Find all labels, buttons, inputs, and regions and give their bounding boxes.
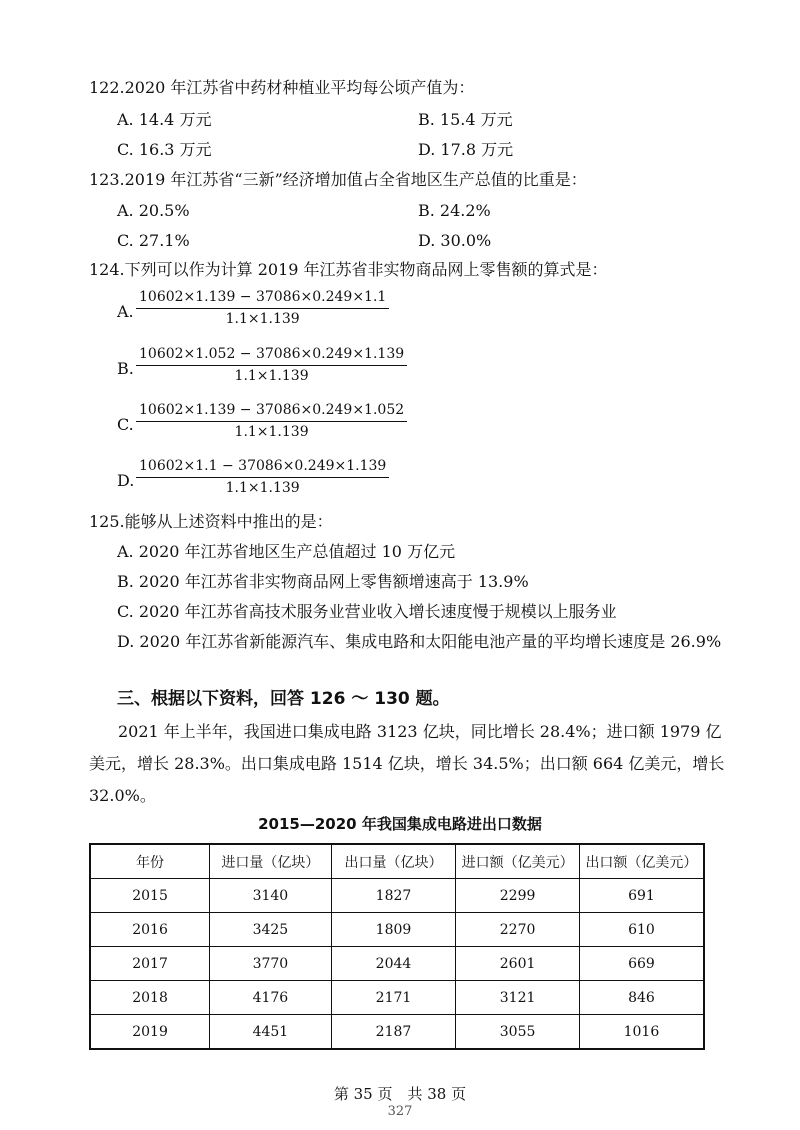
table-cell: 691 [579, 879, 704, 913]
q122-option-c: C. 16.3 万元 [117, 140, 212, 159]
q124-option-a-fraction [136, 289, 389, 328]
table-row [90, 879, 704, 913]
q124-option-d-numerator: 10602×1.1 − 37086×0.249×1.139 [136, 458, 389, 478]
q123-option-a: A. 20.5% [117, 201, 190, 220]
q124-option-a-denominator: 1.1×1.139 [225, 311, 300, 327]
table-cell: 669 [579, 947, 704, 981]
q122-option-b: B. 15.4 万元 [418, 110, 513, 129]
table-cell: 3140 [210, 879, 332, 913]
table-cell: 1016 [579, 1015, 704, 1050]
q124-option-a-label: A. [117, 302, 134, 321]
q125-option-a: A. 2020 年江苏省地区生产总值超过 10 万亿元 [117, 542, 456, 561]
table-row [90, 913, 704, 947]
table-cell: 846 [579, 981, 704, 1015]
q125-option-c: C. 2020 年江苏省高技术服务业营业收入增长速度慢于规模以上服务业 [117, 602, 617, 621]
table-cell: 2299 [456, 879, 580, 913]
header-import-volume: 进口量（亿块） [210, 844, 332, 879]
table-cell: 3770 [210, 947, 332, 981]
table-cell: 2171 [331, 981, 456, 1015]
header-import-value: 进口额（亿美元） [456, 844, 580, 879]
q124-option-c-numerator: 10602×1.139 − 37086×0.249×1.052 [136, 402, 407, 422]
section-heading: 三、根据以下资料，回答 126 ～ 130 题。 [117, 689, 450, 709]
q124-option-b-numerator: 10602×1.052 − 37086×0.249×1.139 [136, 346, 407, 366]
table-row [90, 1015, 704, 1050]
table-cell: 4176 [210, 981, 332, 1015]
q124-option-d-denominator: 1.1×1.139 [225, 480, 300, 496]
q125-option-b: B. 2020 年江苏省非实物商品网上零售额增速高于 13.9% [117, 572, 529, 591]
q124-option-b-label: B. [117, 359, 134, 378]
q124-option-c-fraction [136, 402, 407, 441]
table-cell: 2016 [90, 913, 210, 947]
q124-option-c-denominator: 1.1×1.139 [234, 424, 309, 440]
table-cell: 2019 [90, 1015, 210, 1050]
table-cell: 2270 [456, 913, 580, 947]
table-cell: 1809 [331, 913, 456, 947]
table-row [90, 947, 704, 981]
q124-option-a-numerator: 10602×1.139 − 37086×0.249×1.1 [136, 289, 389, 309]
q124-option-d-label: D. [117, 471, 135, 490]
q124-option-b-denominator: 1.1×1.139 [234, 368, 309, 384]
q125-option-d: D. 2020 年江苏省新能源汽车、集成电路和太阳能电池产量的平均增长速度是 26.9% [117, 632, 722, 651]
q122-option-a: A. 14.4 万元 [117, 110, 212, 129]
data-table [89, 843, 705, 1050]
table-header-row [90, 844, 704, 879]
q123-option-c: C. 27.1% [117, 231, 190, 250]
header-export-value: 出口额（亿美元） [579, 844, 704, 879]
table-cell: 610 [579, 913, 704, 947]
table-cell: 3425 [210, 913, 332, 947]
table-row [90, 981, 704, 1015]
table-cell: 3121 [456, 981, 580, 1015]
q124-option-d-fraction [136, 458, 389, 497]
q123-stem: 123.2019 年江苏省“三新”经济增加值占全省地区生产总值的比重是： [89, 170, 587, 189]
header-year: 年份 [90, 844, 210, 879]
q124-option-b-fraction [136, 346, 407, 385]
table-title: 2015—2020 年我国集成电路进出口数据 [258, 815, 542, 833]
table-cell: 4451 [210, 1015, 332, 1050]
page-number: 327 [387, 1104, 413, 1119]
q123-option-b: B. 24.2% [418, 201, 491, 220]
table-cell: 2601 [456, 947, 580, 981]
header-export-volume: 出口量（亿块） [331, 844, 456, 879]
table-cell: 2018 [90, 981, 210, 1015]
q125-stem: 125.能够从上述资料中推出的是： [89, 512, 333, 531]
q122-option-d: D. 17.8 万元 [418, 140, 514, 159]
page-indicator: 第 35 页 共 38 页 [333, 1085, 467, 1103]
table-cell: 2044 [331, 947, 456, 981]
q122-stem: 122.2020 年江苏省中药材种植业平均每公顷产值为： [89, 78, 475, 97]
q123-option-d: D. 30.0% [418, 231, 492, 250]
table-cell: 2017 [90, 947, 210, 981]
q124-stem: 124.下列可以作为计算 2019 年江苏省非实物商品网上零售额的算式是： [89, 260, 608, 279]
table-cell: 3055 [456, 1015, 580, 1050]
section-paragraph: 2021 年上半年，我国进口集成电路 3123 亿块，同比增长 28.4%；进口额 1979 亿美元，增长 28.3%。出口集成电路 1514 亿块，增长 34.5%；出口额 664 亿美元，增长 32.0%。 [89, 722, 725, 805]
table-cell: 2015 [90, 879, 210, 913]
q124-option-c-label: C. [117, 415, 134, 434]
table-cell: 1827 [331, 879, 456, 913]
table-cell: 2187 [331, 1015, 456, 1050]
